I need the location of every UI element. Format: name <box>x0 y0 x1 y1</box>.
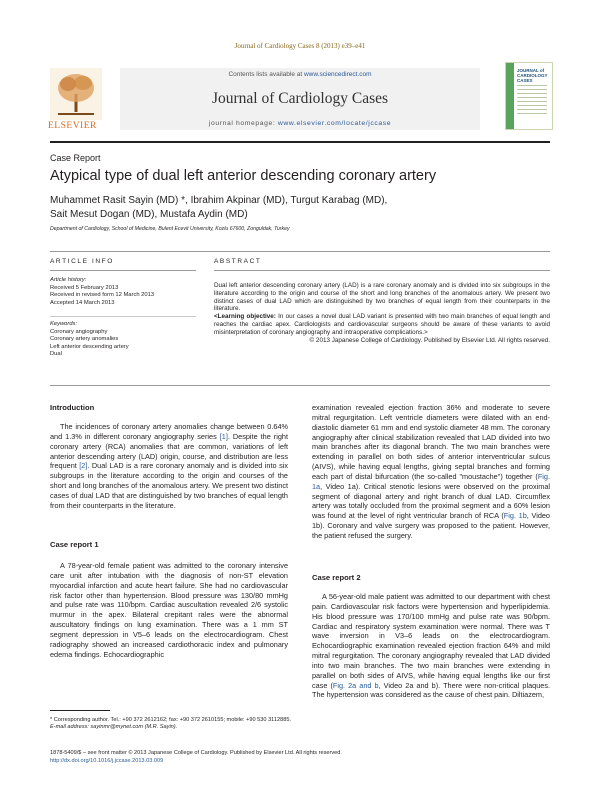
masthead <box>50 68 550 138</box>
article-title: Atypical type of dual left anterior descending coronary artery <box>50 168 437 184</box>
header-rule <box>50 251 550 252</box>
journal-title: Journal of Cardiology Cases <box>211 90 389 107</box>
keywords-label: Keywords: <box>50 321 78 327</box>
footnote <box>50 717 300 731</box>
article-info-heading: ARTICLE INFO <box>50 258 114 265</box>
cover-band <box>506 63 514 129</box>
figure-link[interactable]: Fig. 2a and b <box>332 680 379 690</box>
intro-text: . Despite the right coronary artery (RCA) anomalies that are common, variations of left anterior descending artery (LAD) origin, course, and distribution are less frequent <box>50 431 288 471</box>
authors-line: Muhammet Rasit Sayin (MD) *, Ibrahim Akpinar (MD), Turgut Karabag (MD), <box>50 195 388 206</box>
contents-prefix: Contents lists available at <box>228 71 304 78</box>
author-list <box>50 194 470 222</box>
sciencedirect-link[interactable]: www.sciencedirect.com <box>303 71 372 78</box>
journal-reference: Journal of Cardiology Cases 8 (2013) e39–e41 <box>234 42 366 50</box>
journal-cover-thumbnail <box>505 62 553 130</box>
cover-title-line: JOURNAL of <box>517 68 545 73</box>
masthead-rule <box>50 141 550 143</box>
homepage-prefix: journal homepage: <box>208 120 278 127</box>
case2-text: , Video 2a and b). There were non-critical plaques. The hypertension was considered as the cause of chest pain. Diltiazem, <box>312 680 550 700</box>
introduction-body <box>50 422 288 511</box>
keyword: Coronary artery anomalies <box>50 336 119 343</box>
introduction-heading: Introduction <box>50 403 95 412</box>
keyword: Dual <box>50 351 62 358</box>
abstract-copyright: © 2013 Japanese College of Cardiology. Published by Elsevier Ltd. All rights reserved. <box>309 336 550 344</box>
history-label: Article history: <box>50 277 87 283</box>
abstract-paragraph: Dual left anterior descending coronary artery (LAD) is a rare coronary anomaly and is divided into six subgroups in the literature according to the origin and course of the short and long branches of the anomalous artery. We present two distinct cases of dual LAD which are distinguished by two branches of equal length from their counterparts in the literature. <box>214 282 550 313</box>
authors-line: Sait Mesut Dogan (MD), Mustafa Aydin (MD) <box>50 209 248 220</box>
keywords-block <box>50 321 190 359</box>
masthead-center <box>120 68 480 130</box>
intro-text: . Dual LAD is a rare coronary anomaly and is divided into six subgroups in the literature according to the origin and courses of the short and long branches of the anomalous artery. We present two distinct cases of dual LAD that are distinguished by two branches of equal length from their counterparts in the literature. <box>50 461 288 510</box>
cover-title-line: CASES <box>517 78 533 83</box>
homepage-link[interactable]: www.elsevier.com/locate/jccase <box>277 120 392 127</box>
tree-icon <box>50 68 102 120</box>
case1-body <box>50 561 288 659</box>
learning-objective-text: In our cases a novel dual LAD variant is presented with two main branches of equal length and reaches the cardiac apex. Cardiologists and cardiovascular surgeons should be aware of these variants to avoid misinterpretation of coronary angiography and intraoperative complications.> <box>214 313 550 336</box>
case1-text: , Video 1a). Critical stenotic lesions were observed on the proximal segment of diagonal artery and right branch of dual LAD. Circumflex artery was totally occluded from the proximal segment and a 60% lesion was found at the level of right ventricular branch of RCA ( <box>312 481 550 521</box>
accepted-date: Accepted 14 March 2013 <box>50 299 115 306</box>
doi-link[interactable]: http://dx.doi.org/10.1016/j.jccase.2013.03.009 <box>50 758 164 764</box>
keyword: Left anterior descending artery <box>50 343 129 350</box>
figure-link[interactable]: Fig. 1b <box>503 511 527 521</box>
abstract-body <box>214 282 550 344</box>
case2-heading: Case report 2 <box>312 573 361 582</box>
introduction-paragraph <box>50 422 288 511</box>
affiliation: Department of Cardiology, School of Medicine, Bulent Ecevit University, Kozlu 67600, Zonguldak, Turkey <box>50 226 290 232</box>
case1-paragraph: A 78-year-old female patient was admitted to the coronary intensive care unit after intubation with the diagnosis of non-ST elevation myocardial infarction and acute heart failure. She had no cardiovascular risk factor other than hypertension. Blood pressure was 130/80 mmHg and pulse rate was 110/bpm. Cardiac auscultation revealed 2/6 systolic murmur in the apex. Bilateral crepitant rales were the abnormal auscultatory findings on lung examination. There was a 1 mm ST segment depression in V5–6 leads on the electrocardiogram. Chest radiography showed an increased cardiothoracic index and pulmonary edema findings. Echocardiographic <box>50 561 288 659</box>
learning-objective-label: <Learning objective: <box>214 313 276 321</box>
author-email: E-mail address: sayinmr@mynet.com (M.R. Sayin). <box>50 724 178 731</box>
issn-line: 1878-5409/$ – see front matter © 2013 Japanese College of Cardiology. Published by Elsevier Ltd. All rights reserved. <box>50 750 342 756</box>
learning-objective <box>214 313 550 336</box>
citation-link[interactable]: [1] <box>219 431 228 441</box>
page-footer <box>50 749 450 765</box>
figure-link[interactable]: Fig. 1a <box>312 471 550 491</box>
cover-decoration <box>517 85 547 117</box>
article-info-rule <box>50 270 196 271</box>
case2-text: A 56-year-old male patient was admitted to our department with chest pain. Cardiovascular risk factors were hypertension and hyperlipidemia. His blood pressure was 170/100 mmHg and pulse rate was 90/bpm. Cardiac and respiratory system examination were normal. There was T wave inversion in V3–6 leads on the electrocardiogram. Echocardiographic examination revealed ejection fraction 64% and mild mitral regurgitation. The coronary angiography revealed that LAD divided into two main branches. The two main branches were extending in parallel on both sides of AIVS, while having equal lengths like our first case ( <box>312 592 550 690</box>
citation-link[interactable]: [2] <box>79 461 88 471</box>
case1-text: , Video 1b). Coronary and valve surgery was proposed to the patient. However, the patient refused the surgery. <box>312 511 550 540</box>
cover-title-line: CARDIOLOGY <box>517 73 548 78</box>
elsevier-tree-logo <box>50 68 102 134</box>
case1-continued <box>312 403 550 541</box>
footnote-rule <box>50 710 110 711</box>
case1-continued-paragraph <box>312 403 550 541</box>
abstract-heading: ABSTRACT <box>214 258 262 265</box>
abstract-bottom-rule <box>50 385 550 386</box>
intro-text: The incidences of coronary artery anomalies change between 0.64% and 1.3% in different coronary angiography series <box>50 422 288 441</box>
received-date: Received 5 February 2013 <box>50 284 119 291</box>
case2-paragraph <box>312 592 550 700</box>
case1-heading: Case report 1 <box>50 540 99 549</box>
abstract-rule <box>214 270 550 271</box>
article-history <box>50 277 190 307</box>
keywords-rule <box>50 316 196 317</box>
article-type: Case Report <box>50 153 101 163</box>
cover-title <box>517 68 548 83</box>
case2-body <box>312 592 550 700</box>
keyword: Coronary angiography <box>50 328 108 335</box>
revised-date: Received in revised form 12 March 2013 <box>50 292 155 299</box>
publisher-name: ELSEVIER <box>48 121 97 131</box>
corresponding-author: * Corresponding author. Tel.: +90 372 2612162; fax: +90 372 2610155; mobile: +90 530 3112885. <box>50 717 291 723</box>
homepage-line <box>120 120 480 127</box>
case1-text: examination revealed ejection fraction 36% and moderate to severe mitral regurgitation. Left ventricle diameters were dilated with an end-diastolic diameter 61 mm and end systolic diameter 48 mm. The coronary angiography after clinical stabilization revealed that LAD divided into two main branches after its diagonal branch. The two main branches were extending in parallel on both sides of anterior interventricular sulcus (AIVS), while having equal lengths, giving septal branches and forming each part of distal bifurcation (the so-called "moustache") together ( <box>312 403 550 481</box>
contents-line <box>120 71 480 78</box>
